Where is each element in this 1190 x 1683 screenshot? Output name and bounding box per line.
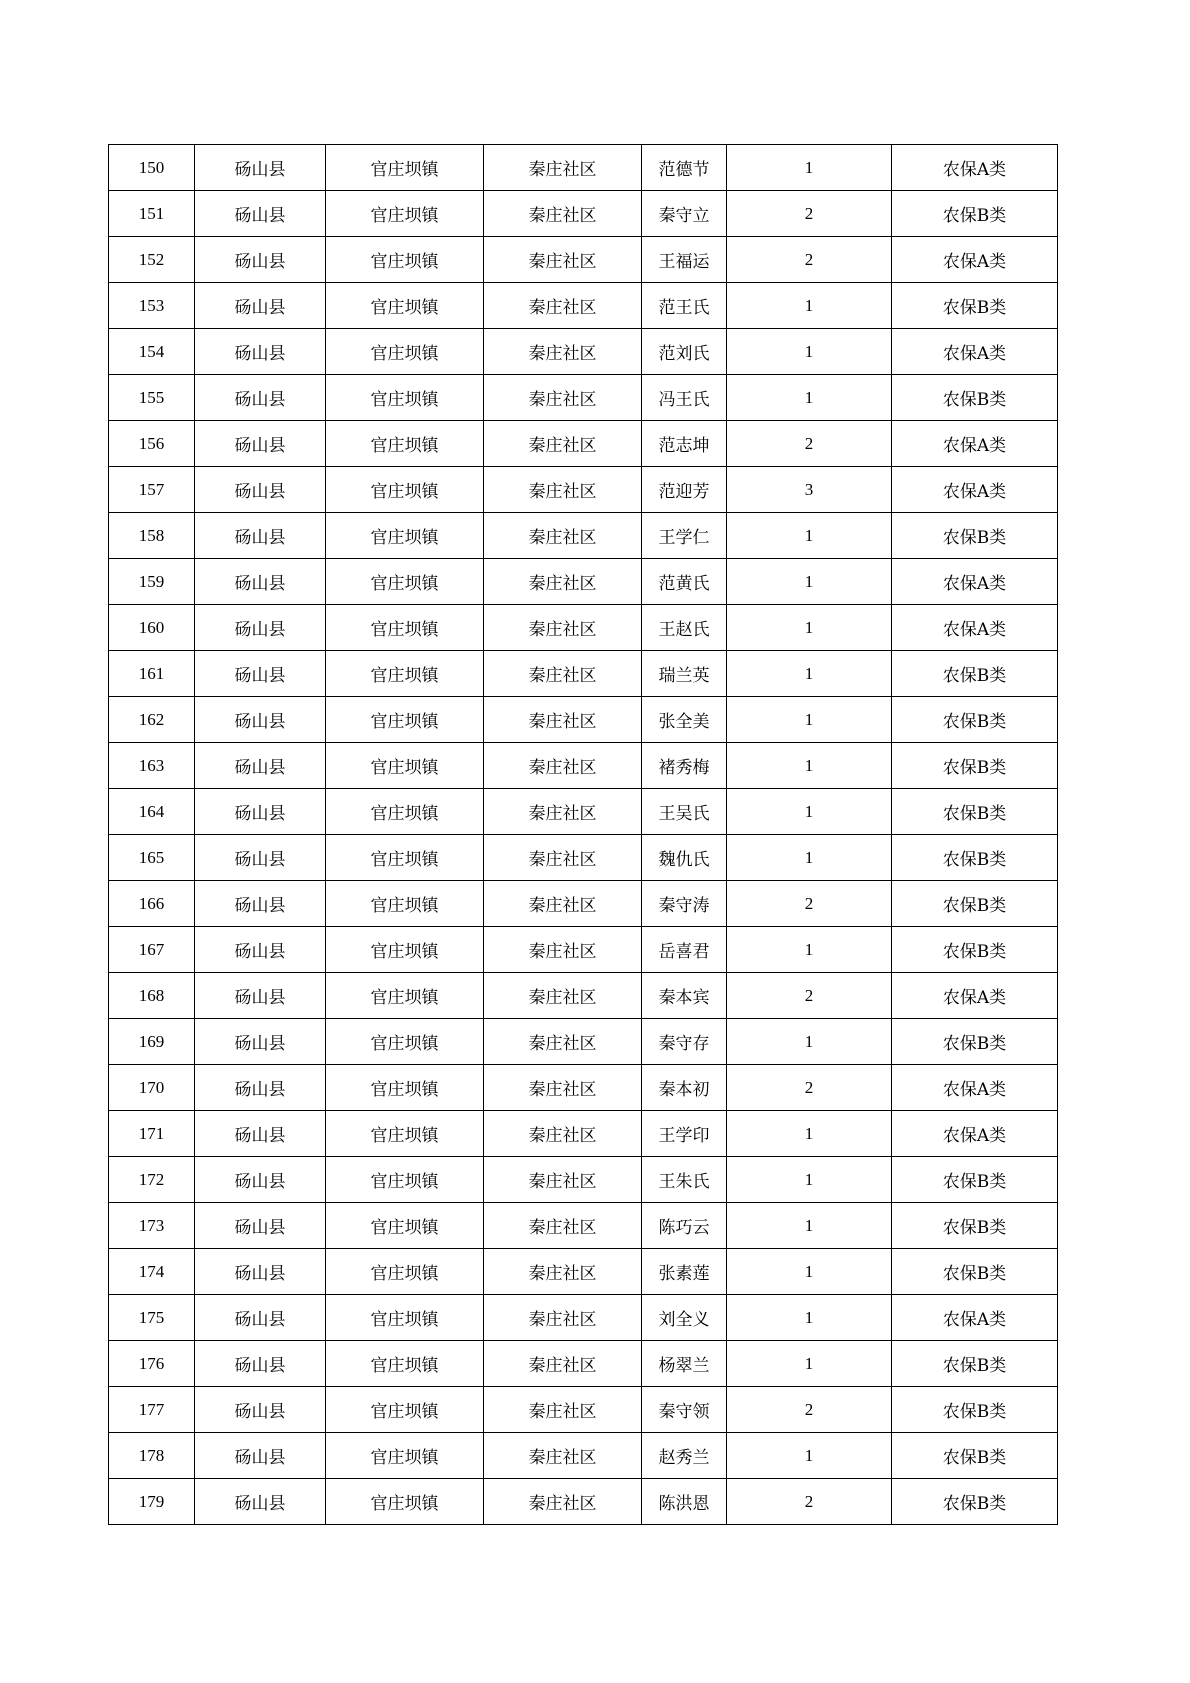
row-number-cell: 164 — [109, 789, 195, 835]
county-cell: 砀山县 — [195, 697, 326, 743]
household-count-cell: 1 — [727, 1157, 892, 1203]
household-count-cell: 1 — [727, 513, 892, 559]
community-cell: 秦庄社区 — [484, 927, 642, 973]
community-cell: 秦庄社区 — [484, 1065, 642, 1111]
community-cell: 秦庄社区 — [484, 1479, 642, 1525]
community-cell: 秦庄社区 — [484, 1433, 642, 1479]
household-count-cell: 1 — [727, 1249, 892, 1295]
community-cell: 秦庄社区 — [484, 1203, 642, 1249]
town-cell: 官庄坝镇 — [326, 651, 484, 697]
household-count-cell: 2 — [727, 191, 892, 237]
person-name-cell: 秦守领 — [642, 1387, 727, 1433]
row-number-cell: 166 — [109, 881, 195, 927]
insurance-category-cell: 农保A类 — [892, 145, 1058, 191]
county-cell: 砀山县 — [195, 145, 326, 191]
community-cell: 秦庄社区 — [484, 743, 642, 789]
insurance-category-cell: 农保B类 — [892, 743, 1058, 789]
county-cell: 砀山县 — [195, 1111, 326, 1157]
insurance-category-cell: 农保A类 — [892, 1065, 1058, 1111]
community-cell: 秦庄社区 — [484, 375, 642, 421]
town-cell: 官庄坝镇 — [326, 697, 484, 743]
town-cell: 官庄坝镇 — [326, 237, 484, 283]
community-cell: 秦庄社区 — [484, 1249, 642, 1295]
insurance-category-cell: 农保B类 — [892, 1479, 1058, 1525]
community-cell: 秦庄社区 — [484, 1295, 642, 1341]
person-name-cell: 范志坤 — [642, 421, 727, 467]
row-number-cell: 162 — [109, 697, 195, 743]
household-count-cell: 1 — [727, 145, 892, 191]
insurance-category-cell: 农保B类 — [892, 927, 1058, 973]
person-name-cell: 秦守涛 — [642, 881, 727, 927]
household-count-cell: 1 — [727, 789, 892, 835]
person-name-cell: 范德节 — [642, 145, 727, 191]
town-cell: 官庄坝镇 — [326, 1479, 484, 1525]
community-cell: 秦庄社区 — [484, 513, 642, 559]
insurance-category-cell: 农保A类 — [892, 467, 1058, 513]
community-cell: 秦庄社区 — [484, 237, 642, 283]
person-name-cell: 范刘氏 — [642, 329, 727, 375]
row-number-cell: 158 — [109, 513, 195, 559]
county-cell: 砀山县 — [195, 1479, 326, 1525]
county-cell: 砀山县 — [195, 1433, 326, 1479]
county-cell: 砀山县 — [195, 1065, 326, 1111]
county-cell: 砀山县 — [195, 1019, 326, 1065]
town-cell: 官庄坝镇 — [326, 559, 484, 605]
row-number-cell: 175 — [109, 1295, 195, 1341]
community-cell: 秦庄社区 — [484, 283, 642, 329]
row-number-cell: 152 — [109, 237, 195, 283]
person-name-cell: 冯王氏 — [642, 375, 727, 421]
county-cell: 砀山县 — [195, 559, 326, 605]
county-cell: 砀山县 — [195, 789, 326, 835]
county-cell: 砀山县 — [195, 1249, 326, 1295]
table-row — [109, 973, 1058, 1019]
person-name-cell: 瑞兰英 — [642, 651, 727, 697]
insurance-category-cell: 农保B类 — [892, 835, 1058, 881]
community-cell: 秦庄社区 — [484, 145, 642, 191]
county-cell: 砀山县 — [195, 283, 326, 329]
community-cell: 秦庄社区 — [484, 467, 642, 513]
county-cell: 砀山县 — [195, 651, 326, 697]
community-cell: 秦庄社区 — [484, 605, 642, 651]
county-cell: 砀山县 — [195, 513, 326, 559]
table-row — [109, 927, 1058, 973]
person-name-cell: 褚秀梅 — [642, 743, 727, 789]
person-name-cell: 秦本宾 — [642, 973, 727, 1019]
insurance-category-cell: 农保B类 — [892, 1249, 1058, 1295]
community-cell: 秦庄社区 — [484, 881, 642, 927]
table-row — [109, 559, 1058, 605]
table-row — [109, 375, 1058, 421]
person-name-cell: 王学仁 — [642, 513, 727, 559]
insurance-category-cell: 农保B类 — [892, 1387, 1058, 1433]
table-row — [109, 421, 1058, 467]
person-name-cell: 秦本初 — [642, 1065, 727, 1111]
row-number-cell: 173 — [109, 1203, 195, 1249]
community-cell: 秦庄社区 — [484, 191, 642, 237]
row-number-cell: 174 — [109, 1249, 195, 1295]
row-number-cell: 168 — [109, 973, 195, 1019]
person-name-cell: 王朱氏 — [642, 1157, 727, 1203]
community-cell: 秦庄社区 — [484, 1111, 642, 1157]
community-cell: 秦庄社区 — [484, 697, 642, 743]
table-row — [109, 697, 1058, 743]
person-name-cell: 范王氏 — [642, 283, 727, 329]
household-count-cell: 1 — [727, 283, 892, 329]
town-cell: 官庄坝镇 — [326, 1065, 484, 1111]
household-count-cell: 2 — [727, 421, 892, 467]
row-number-cell: 167 — [109, 927, 195, 973]
town-cell: 官庄坝镇 — [326, 467, 484, 513]
town-cell: 官庄坝镇 — [326, 1203, 484, 1249]
row-number-cell: 154 — [109, 329, 195, 375]
town-cell: 官庄坝镇 — [326, 927, 484, 973]
community-cell: 秦庄社区 — [484, 1157, 642, 1203]
insurance-category-cell: 农保A类 — [892, 1295, 1058, 1341]
household-count-cell: 3 — [727, 467, 892, 513]
county-cell: 砀山县 — [195, 421, 326, 467]
county-cell: 砀山县 — [195, 927, 326, 973]
county-cell: 砀山县 — [195, 237, 326, 283]
row-number-cell: 170 — [109, 1065, 195, 1111]
row-number-cell: 159 — [109, 559, 195, 605]
table-row — [109, 651, 1058, 697]
person-name-cell: 刘全义 — [642, 1295, 727, 1341]
table-row — [109, 145, 1058, 191]
community-cell: 秦庄社区 — [484, 835, 642, 881]
table-row — [109, 605, 1058, 651]
row-number-cell: 157 — [109, 467, 195, 513]
row-number-cell: 153 — [109, 283, 195, 329]
person-name-cell: 秦守存 — [642, 1019, 727, 1065]
household-count-cell: 1 — [727, 743, 892, 789]
town-cell: 官庄坝镇 — [326, 1249, 484, 1295]
person-name-cell: 王赵氏 — [642, 605, 727, 651]
table-row — [109, 881, 1058, 927]
household-count-cell: 2 — [727, 1065, 892, 1111]
person-name-cell: 王吴氏 — [642, 789, 727, 835]
table-row — [109, 1111, 1058, 1157]
household-count-cell: 1 — [727, 835, 892, 881]
table-row — [109, 1157, 1058, 1203]
table-row — [109, 1203, 1058, 1249]
person-name-cell: 陈巧云 — [642, 1203, 727, 1249]
table-row — [109, 1341, 1058, 1387]
table-row — [109, 1065, 1058, 1111]
county-cell: 砀山县 — [195, 881, 326, 927]
person-name-cell: 张素莲 — [642, 1249, 727, 1295]
person-name-cell: 赵秀兰 — [642, 1433, 727, 1479]
table-row — [109, 513, 1058, 559]
insurance-category-cell: 农保B类 — [892, 283, 1058, 329]
town-cell: 官庄坝镇 — [326, 1341, 484, 1387]
town-cell: 官庄坝镇 — [326, 1111, 484, 1157]
person-name-cell: 王福运 — [642, 237, 727, 283]
person-name-cell: 王学印 — [642, 1111, 727, 1157]
person-name-cell: 岳喜君 — [642, 927, 727, 973]
town-cell: 官庄坝镇 — [326, 743, 484, 789]
household-count-cell: 2 — [727, 1479, 892, 1525]
town-cell: 官庄坝镇 — [326, 835, 484, 881]
household-count-cell: 1 — [727, 1203, 892, 1249]
row-number-cell: 176 — [109, 1341, 195, 1387]
table-row — [109, 1387, 1058, 1433]
table-row — [109, 283, 1058, 329]
household-count-cell: 1 — [727, 329, 892, 375]
insurance-category-cell: 农保B类 — [892, 191, 1058, 237]
insurance-category-cell: 农保A类 — [892, 973, 1058, 1019]
town-cell: 官庄坝镇 — [326, 145, 484, 191]
county-cell: 砀山县 — [195, 191, 326, 237]
town-cell: 官庄坝镇 — [326, 1019, 484, 1065]
person-name-cell: 范迎芳 — [642, 467, 727, 513]
row-number-cell: 171 — [109, 1111, 195, 1157]
insurance-category-cell: 农保A类 — [892, 1111, 1058, 1157]
town-cell: 官庄坝镇 — [326, 375, 484, 421]
county-cell: 砀山县 — [195, 467, 326, 513]
table-row — [109, 467, 1058, 513]
insurance-category-cell: 农保A类 — [892, 605, 1058, 651]
row-number-cell: 169 — [109, 1019, 195, 1065]
town-cell: 官庄坝镇 — [326, 1295, 484, 1341]
table-row — [109, 743, 1058, 789]
town-cell: 官庄坝镇 — [326, 191, 484, 237]
insurance-category-cell: 农保B类 — [892, 1341, 1058, 1387]
row-number-cell: 160 — [109, 605, 195, 651]
community-cell: 秦庄社区 — [484, 1341, 642, 1387]
household-count-cell: 1 — [727, 375, 892, 421]
household-count-cell: 2 — [727, 973, 892, 1019]
household-count-cell: 2 — [727, 1387, 892, 1433]
row-number-cell: 163 — [109, 743, 195, 789]
table-row — [109, 1433, 1058, 1479]
household-count-cell: 1 — [727, 697, 892, 743]
insurance-category-cell: 农保A类 — [892, 421, 1058, 467]
household-count-cell: 1 — [727, 1019, 892, 1065]
county-cell: 砀山县 — [195, 1387, 326, 1433]
table-row — [109, 1295, 1058, 1341]
county-cell: 砀山县 — [195, 605, 326, 651]
town-cell: 官庄坝镇 — [326, 605, 484, 651]
community-cell: 秦庄社区 — [484, 559, 642, 605]
insurance-category-cell: 农保B类 — [892, 697, 1058, 743]
person-name-cell: 陈洪恩 — [642, 1479, 727, 1525]
row-number-cell: 177 — [109, 1387, 195, 1433]
town-cell: 官庄坝镇 — [326, 1157, 484, 1203]
row-number-cell: 179 — [109, 1479, 195, 1525]
household-count-cell: 2 — [727, 237, 892, 283]
county-cell: 砀山县 — [195, 835, 326, 881]
roster-body — [109, 145, 1058, 1525]
county-cell: 砀山县 — [195, 1157, 326, 1203]
community-cell: 秦庄社区 — [484, 789, 642, 835]
household-count-cell: 1 — [727, 1111, 892, 1157]
table-row — [109, 1479, 1058, 1525]
table-row — [109, 237, 1058, 283]
household-count-cell: 1 — [727, 1295, 892, 1341]
town-cell: 官庄坝镇 — [326, 513, 484, 559]
table-row — [109, 789, 1058, 835]
row-number-cell: 172 — [109, 1157, 195, 1203]
table-row — [109, 835, 1058, 881]
town-cell: 官庄坝镇 — [326, 283, 484, 329]
town-cell: 官庄坝镇 — [326, 1433, 484, 1479]
insurance-category-cell: 农保B类 — [892, 513, 1058, 559]
county-cell: 砀山县 — [195, 1203, 326, 1249]
row-number-cell: 178 — [109, 1433, 195, 1479]
town-cell: 官庄坝镇 — [326, 789, 484, 835]
household-count-cell: 1 — [727, 605, 892, 651]
town-cell: 官庄坝镇 — [326, 329, 484, 375]
insurance-category-cell: 农保B类 — [892, 1019, 1058, 1065]
county-cell: 砀山县 — [195, 743, 326, 789]
insurance-category-cell: 农保B类 — [892, 375, 1058, 421]
town-cell: 官庄坝镇 — [326, 1387, 484, 1433]
county-cell: 砀山县 — [195, 329, 326, 375]
county-cell: 砀山县 — [195, 973, 326, 1019]
person-name-cell: 杨翠兰 — [642, 1341, 727, 1387]
community-cell: 秦庄社区 — [484, 973, 642, 1019]
household-count-cell: 1 — [727, 559, 892, 605]
insurance-category-cell: 农保B类 — [892, 789, 1058, 835]
insurance-category-cell: 农保B类 — [892, 1203, 1058, 1249]
insurance-category-cell: 农保A类 — [892, 237, 1058, 283]
table-row — [109, 329, 1058, 375]
household-count-cell: 1 — [727, 927, 892, 973]
county-cell: 砀山县 — [195, 375, 326, 421]
community-cell: 秦庄社区 — [484, 1019, 642, 1065]
community-cell: 秦庄社区 — [484, 1387, 642, 1433]
person-name-cell: 魏仇氏 — [642, 835, 727, 881]
table-row — [109, 1019, 1058, 1065]
person-name-cell: 张全美 — [642, 697, 727, 743]
community-cell: 秦庄社区 — [484, 329, 642, 375]
county-cell: 砀山县 — [195, 1295, 326, 1341]
insurance-category-cell: 农保B类 — [892, 881, 1058, 927]
row-number-cell: 156 — [109, 421, 195, 467]
community-cell: 秦庄社区 — [484, 651, 642, 697]
household-count-cell: 1 — [727, 1433, 892, 1479]
insurance-category-cell: 农保A类 — [892, 559, 1058, 605]
town-cell: 官庄坝镇 — [326, 973, 484, 1019]
household-count-cell: 1 — [727, 1341, 892, 1387]
row-number-cell: 155 — [109, 375, 195, 421]
row-number-cell: 161 — [109, 651, 195, 697]
table-row — [109, 191, 1058, 237]
insurance-category-cell: 农保B类 — [892, 1157, 1058, 1203]
table-row — [109, 1249, 1058, 1295]
insurance-category-cell: 农保B类 — [892, 651, 1058, 697]
household-count-cell: 2 — [727, 881, 892, 927]
community-cell: 秦庄社区 — [484, 421, 642, 467]
roster-table — [108, 144, 1058, 1525]
town-cell: 官庄坝镇 — [326, 881, 484, 927]
row-number-cell: 151 — [109, 191, 195, 237]
town-cell: 官庄坝镇 — [326, 421, 484, 467]
insurance-category-cell: 农保A类 — [892, 329, 1058, 375]
insurance-category-cell: 农保B类 — [892, 1433, 1058, 1479]
row-number-cell: 150 — [109, 145, 195, 191]
row-number-cell: 165 — [109, 835, 195, 881]
person-name-cell: 秦守立 — [642, 191, 727, 237]
person-name-cell: 范黄氏 — [642, 559, 727, 605]
county-cell: 砀山县 — [195, 1341, 326, 1387]
household-count-cell: 1 — [727, 651, 892, 697]
